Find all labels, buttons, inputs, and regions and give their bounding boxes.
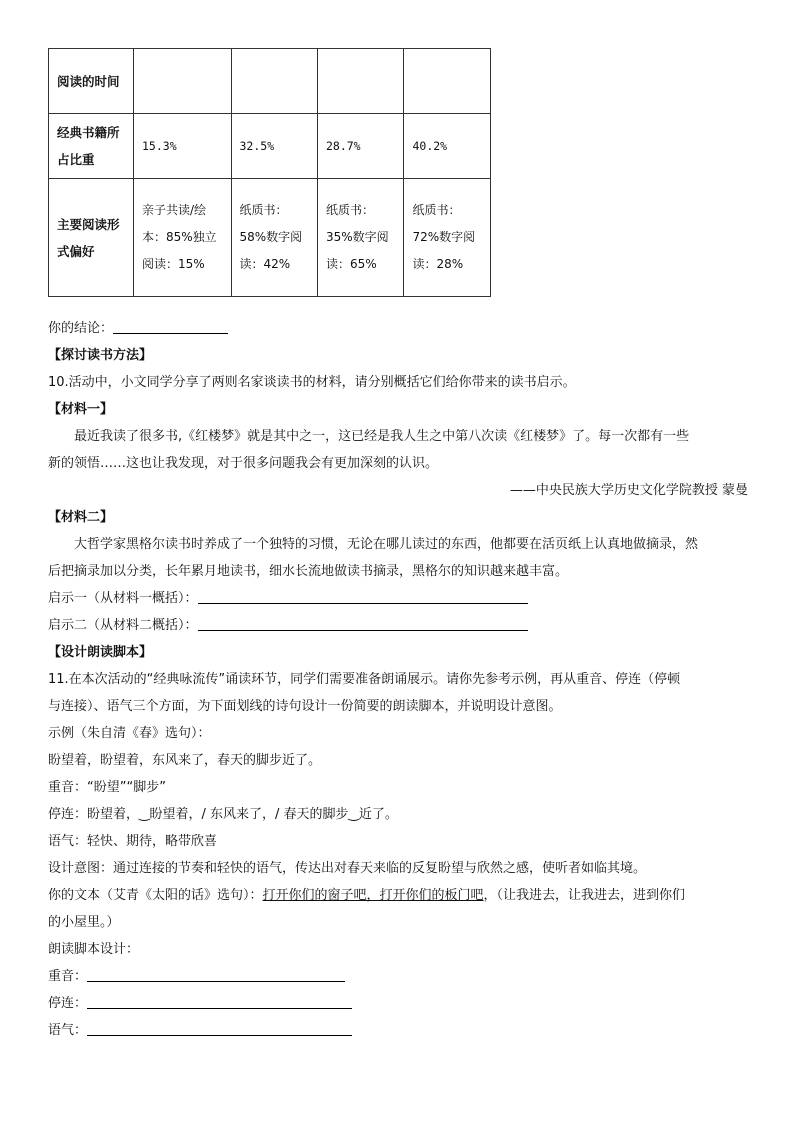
tone-answer-line[interactable] xyxy=(87,1021,352,1036)
table-cell xyxy=(231,49,317,114)
your-text-continued: 的小屋里。） xyxy=(48,915,120,930)
table-cell: 亲子共读/绘本：85%独立阅读：15% xyxy=(134,179,232,297)
question-10: 10.活动中，小文同学分享了两则名家谈读书的材料，请分别概括它们给你带来的读书启示。 xyxy=(48,375,576,390)
section-heading: 【探讨读书方法】 xyxy=(48,348,153,363)
table-cell xyxy=(134,49,232,114)
insight-1-row xyxy=(48,585,748,612)
material-2-title: 【材料二】 xyxy=(48,510,114,525)
question-11: 11.在本次活动的“经典咏流传”诵读环节，同学们需要准备朗诵展示。请你先参考示例，再从重音、停连（停顿 xyxy=(48,672,681,687)
table-row xyxy=(49,114,491,179)
stress-row xyxy=(48,963,748,990)
table-cell: 纸质书：58%数字阅读：42% xyxy=(231,179,317,297)
table-cell: 纸质书：72%数字阅读：28% xyxy=(404,179,491,297)
your-text-prefix: 你的文本（艾青《太阳的话》选句）： xyxy=(48,888,263,903)
reading-stats-table xyxy=(48,48,491,297)
material-1-title: 【材料一】 xyxy=(48,402,114,417)
conclusion-answer-line[interactable] xyxy=(113,319,228,334)
pause-answer-line[interactable] xyxy=(87,994,352,1009)
table-cell: 28.7% xyxy=(317,114,403,179)
tone-row xyxy=(48,1017,748,1044)
table-cell: 40.2% xyxy=(404,114,491,179)
material-1-text: 最近我读了很多书,《红楼梦》就是其中之一，这已经是我人生之中第八次读《红楼梦》了。每一次都有一些 xyxy=(74,429,690,444)
insight-1-label: 启示一（从材料一概括）： xyxy=(48,591,198,606)
row-header: 主要阅读形式偏好 xyxy=(49,179,134,297)
material-1-source: ——中央民族大学历史文化学院教授 蒙曼 xyxy=(509,483,748,498)
tone-label: 语气： xyxy=(48,1023,88,1038)
underlined-verse: 打开你们的窗子吧，打开你们的板门吧 xyxy=(262,888,484,903)
question-11: 与连接）、语气三个方面，为下面划线的诗句设计一份简要的朗读脚本，并说明设计意图。 xyxy=(48,699,562,714)
stress-answer-line[interactable] xyxy=(87,967,345,982)
example-tone: 语气：轻快、期待，略带欣喜 xyxy=(48,834,218,849)
example-stress: 重音：“盼望”“脚步” xyxy=(48,780,166,795)
page xyxy=(48,48,748,1044)
stress-label: 重音： xyxy=(48,969,88,984)
conclusion-label: 你的结论： xyxy=(48,321,114,336)
insight-2-answer-line[interactable] xyxy=(198,616,528,631)
example-title: 示例（朱自清《春》选句）： xyxy=(48,726,211,741)
table-cell xyxy=(404,49,491,114)
material-2-text: 大哲学家黑格尔读书时养成了一个独特的习惯，无论在哪儿读过的东西，他都要在活页纸上认真地做摘录，然 xyxy=(74,537,699,552)
insight-2-row xyxy=(48,612,748,639)
pause-row xyxy=(48,990,748,1017)
table-cell xyxy=(317,49,403,114)
example-text: 盼望着，盼望着，东风来了，春天的脚步近了。 xyxy=(48,753,322,768)
table-row xyxy=(49,49,491,114)
table-cell: 纸质书：35%数字阅读：65% xyxy=(317,179,403,297)
row-header: 经典书籍所占比重 xyxy=(49,114,134,179)
material-2-text: 后把摘录加以分类，长年累月地读书，细水长流地做读书摘录，黑格尔的知识越来越丰富。 xyxy=(48,564,569,579)
conclusion-row xyxy=(48,315,748,342)
row-header: 阅读的时间 xyxy=(49,49,134,114)
example-intent: 设计意图：通过连接的节奏和轻快的语气，传达出对春天来临的反复盼望与欣然之感，使听者如临其境。 xyxy=(48,861,647,876)
insight-2-label: 启示二（从材料二概括）： xyxy=(48,618,198,633)
design-label: 朗读脚本设计： xyxy=(48,942,140,957)
material-1-text: 新的领悟……这也让我发现，对于很多问题我会有更加深刻的认识。 xyxy=(48,456,439,471)
pause-label: 停连： xyxy=(48,996,88,1011)
table-row xyxy=(49,179,491,297)
your-text xyxy=(48,882,748,909)
table-cell: 32.5% xyxy=(231,114,317,179)
insight-1-answer-line[interactable] xyxy=(198,589,528,604)
example-pause: 停连：盼望着，‿盼望着，/ 东风来了，/ 春天的脚步‿近了。 xyxy=(48,807,398,822)
table-cell: 15.3% xyxy=(134,114,232,179)
your-text-suffix: ，（让我进去，让我进去，进到你们 xyxy=(483,888,686,903)
section-heading: 【设计朗读脚本】 xyxy=(48,645,153,660)
